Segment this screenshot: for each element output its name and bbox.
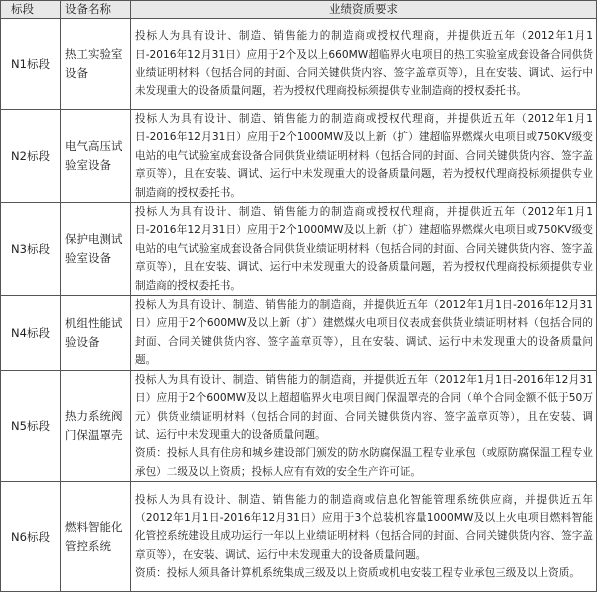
table-header-row (1, 1, 597, 19)
cell-device-name: 电气高压试验室设备 (61, 110, 131, 203)
cell-requirement (131, 203, 597, 296)
cell-segment: N5标段 (1, 370, 61, 481)
cell-device-name: 热工实验室设备 (61, 19, 131, 110)
requirement-paragraph: 投标人为具有设计、制造、销售能力的制造商或信息化智能管理系统供应商，并提供近五年（2012年1月1日-2016年12月31日）应用于3个总装机容量1000MW及以上火电项目燃料智能化管控系统建设且成功运行一年以上业绩证明材料（包括合同的封面、合同关键供货内容、签字盖章页等），在安装、调试、运行中未发现重大的设备质量问题。 (135, 493, 593, 561)
requirement-paragraph: 投标人为具有设计、制造、销售能力的制造商，并提供近五年（2012年1月1日-2016年12月31日）应用于2个600MW及以上新（扩）建燃煤火电项目仪表成套供货业绩证明材料（包括合同的封面、合同关键供货内容、签字盖章页等），且在安装、调试、运行中未发现重大的设备质量问题。 (135, 299, 593, 367)
cell-device-name: 机组性能试验设备 (61, 296, 131, 371)
cell-segment: N6标段 (1, 482, 61, 592)
cell-requirement (131, 19, 597, 110)
table-row (1, 110, 597, 203)
requirement-paragraph: 投标人为具有设计、制造、销售能力的制造商或授权代理商，并提供近五年（2012年1月1日-2016年12月31日）应用于2个1000MW及以上新（扩）建超临界燃煤火电项目或750KV级变电站的电气试验室成套设备合同供货业绩证明材料（包括合同的封面、合同关键供货内容、签字盖章页等），且在安装、调试、运行中未发现重大的设备质量问题，若为授权代理商投标须提供专业制造商的授权委托书。 (135, 206, 593, 292)
requirement-paragraph: 投标人为具有设计、制造、销售能力的制造商或授权代理商，并提供近五年（2012年1月1日-2016年12月31日）应用于2个1000MW及以上新（扩）建超临界燃煤火电项目或750KV级变电站的电气试验室成套设备合同供货业绩证明材料（包括合同的封面、合同关键供货内容、签字盖章页等），且在安装、调试、运行中未发现重大的设备质量问题，若为授权代理商投标须提供专业制造商的授权委托书。 (135, 113, 593, 199)
cell-requirement (131, 110, 597, 203)
cell-requirement (131, 482, 597, 592)
cell-device-name: 燃料智能化管控系统 (61, 482, 131, 592)
header-device-name: 设备名称 (61, 1, 131, 19)
requirement-paragraph: 资质：投标人须具备计算机系统集成三级及以上资质或机电安装工程专业承包三级及以上资质。 (135, 567, 580, 580)
header-requirement: 业绩资质要求 (131, 1, 597, 19)
table-row (1, 203, 597, 296)
requirement-paragraph: 投标人为具有设计、制造、销售能力的制造商或授权代理商，并提供近五年（2012年1月1日-2016年12月31日）应用于2个及以上660MW超临界火电项目的热工实验室成套设备合同供货业绩证明材料（包括合同的封面、合同关键供货内容、签字盖章页等），且在安装、调试、运行中未发现重大的设备质量问题，若为授权代理商投标须提供专业制造商的授权委托书。 (135, 30, 593, 98)
cell-segment: N1标段 (1, 19, 61, 110)
table-row (1, 482, 597, 592)
requirement-paragraph: 投标人为具有设计、制造、销售能力的制造商，并提供近五年（2012年1月1日-2016年12月31日）应用于2个600MW及以上超超临界火电项目阀门保温罩壳的合同（单个合同金额不低于50万元）供货业绩证明材料（包括合同的封面、合同关键供货内容、签字盖章页等），且在安装、调试、运行中未发现重大的设备质量问题。 (135, 373, 593, 441)
cell-segment: N4标段 (1, 296, 61, 371)
table-row (1, 370, 597, 481)
requirement-paragraph: 资质：投标人具有住房和城乡建设部门颁发的防水防腐保温工程专业承包（或原防腐保温工程专业承包）二级及以上资质；投标人应有有效的安全生产许可证。 (135, 447, 593, 478)
table-row (1, 296, 597, 371)
cell-device-name: 热力系统阀门保温罩壳 (61, 370, 131, 481)
cell-segment: N2标段 (1, 110, 61, 203)
cell-requirement (131, 370, 597, 481)
cell-segment: N3标段 (1, 203, 61, 296)
header-segment: 标段 (1, 1, 61, 19)
table-row (1, 19, 597, 110)
cell-requirement (131, 296, 597, 371)
cell-device-name: 保护电测试验室设备 (61, 203, 131, 296)
